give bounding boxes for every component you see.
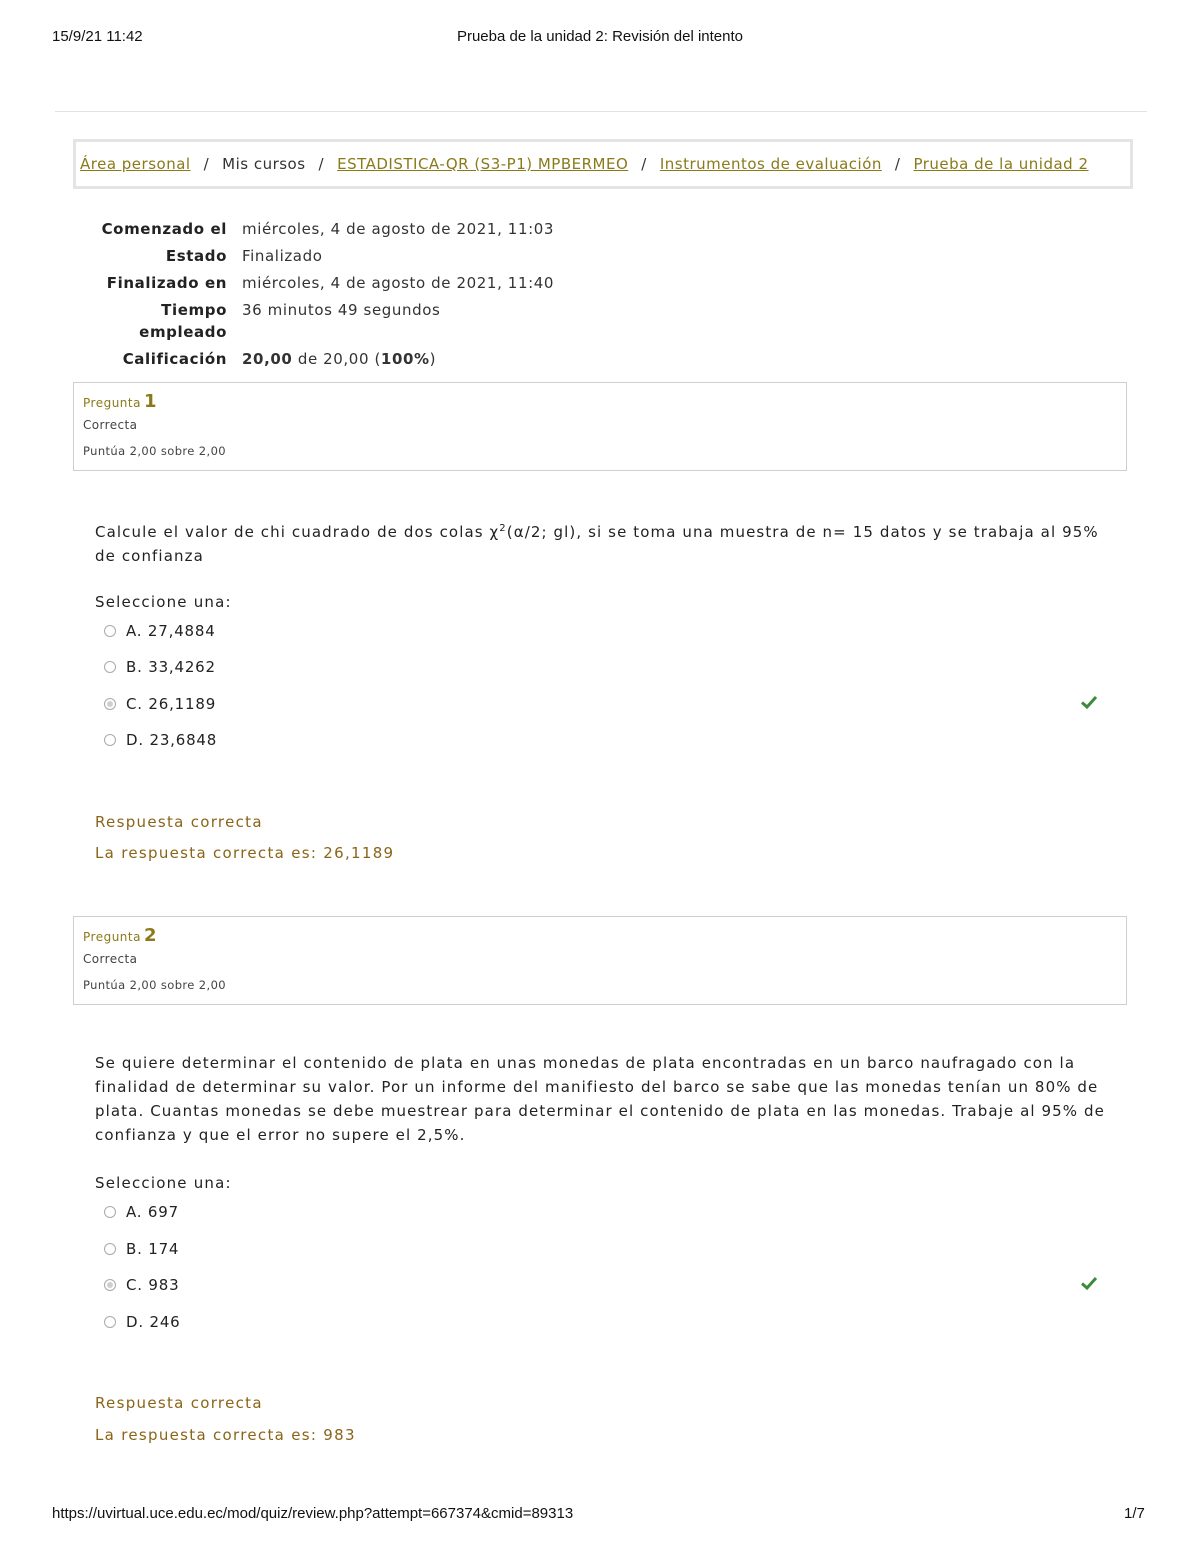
question-1-feedback: Respuesta correcta [95,813,263,831]
grade-label: Calificación [122,350,227,368]
grade-close: ) [429,350,437,368]
grade-of: de 20,00 ( [297,350,381,368]
question-label: Pregunta [83,930,141,944]
correct-check-icon [1080,693,1098,711]
time-label-line2: empleado [139,323,227,341]
q1-option-b[interactable] [104,658,216,676]
option-label: A. 27,4884 [126,622,216,640]
page-number: 1/7 [1124,1505,1145,1522]
breadcrumb-separator: / [641,155,647,173]
option-label: A. 697 [126,1203,179,1221]
question-text-part: (α/2; gl), si se toma una muestra de n= 15 datos y se trabaja al 95% de confianza [95,523,1099,565]
summary-row-started [70,218,554,240]
breadcrumb-quiz-link[interactable]: Prueba de la unidad 2 [913,155,1089,173]
radio-button-selected[interactable] [104,698,116,710]
breadcrumb-separator: / [318,155,325,173]
question-text-part: Calcule el valor de chi cuadrado de dos colas χ [95,523,500,541]
option-label: D. 23,6848 [126,731,218,749]
radio-button[interactable] [104,1206,116,1218]
time-label [70,299,227,343]
question-2-text: Se quiere determinar el contenido de plata en unas monedas de plata encontradas en un barco naufragado con la finalidad de determinar su valor. Por un informe del manifiesto del barco se sabe que las monedas tenían un 80% de plata. Cuantas monedas se debe muestrear para determinar el contenido de plata en las monedas. Trabaje al 95% de confianza y que el error no supere el 2,5%. [95,1054,1105,1144]
question-state: Correcta [83,418,138,432]
question-1-prompt: Seleccione una: [95,593,232,611]
started-label: Comenzado el [101,220,227,238]
option-label: B. 174 [126,1240,180,1258]
finished-label: Finalizado en [106,274,227,292]
question-grade: Puntúa 2,00 sobre 2,00 [83,978,227,992]
option-label: D. 246 [126,1313,181,1331]
breadcrumb-home-link[interactable]: Área personal [80,155,191,173]
q2-option-d[interactable] [104,1313,181,1331]
question-number [83,391,1117,412]
time-label-line1: Tiempo [161,301,227,319]
state-value: Finalizado [242,247,323,265]
question-2-feedback: Respuesta correcta [95,1394,263,1412]
question-label: Pregunta [83,396,141,410]
question-2-prompt: Seleccione una: [95,1174,232,1192]
breadcrumb [73,139,1133,189]
question-number-value: 1 [143,391,157,412]
summary-row-time [70,299,554,343]
question-state: Correcta [83,952,138,966]
q2-option-c[interactable] [104,1276,179,1294]
finished-value: miércoles, 4 de agosto de 2021, 11:40 [242,274,555,292]
breadcrumb-section-link[interactable]: Instrumentos de evaluación [659,155,882,173]
started-value: miércoles, 4 de agosto de 2021, 11:03 [242,220,555,238]
question-2-right-answer: La respuesta correcta es: 983 [95,1426,356,1444]
question-text-superscript: 2 [499,523,507,534]
grade-score: 20,00 [242,350,293,368]
print-url: https://uvirtual.uce.edu.ec/mod/quiz/review.php?attempt=667374&cmid=89313 [52,1505,574,1522]
q2-option-a[interactable] [104,1203,179,1221]
correct-check-icon [1080,1274,1098,1292]
state-label: Estado [165,247,227,265]
q1-option-c[interactable] [104,695,216,713]
option-label: C. 26,1189 [126,695,217,713]
option-label: C. 983 [126,1276,180,1294]
radio-button[interactable] [104,1316,116,1328]
q2-option-b[interactable] [104,1240,179,1258]
question-number-value: 2 [143,925,157,946]
time-value: 36 minutos 49 segundos [242,301,441,319]
print-title: Prueba de la unidad 2: Revisión del intento [456,28,744,45]
radio-button[interactable] [104,625,116,637]
option-label: B. 33,4262 [126,658,216,676]
grade-value [242,348,436,370]
question-2-info [73,916,1127,1005]
breadcrumb-my-courses: Mis cursos [222,155,306,173]
breadcrumb-separator: / [894,155,901,173]
radio-button[interactable] [104,661,116,673]
grade-percent: 100% [380,350,430,368]
q1-option-a[interactable] [104,622,216,640]
breadcrumb-separator: / [203,155,210,173]
q1-option-d[interactable] [104,731,217,749]
question-1-text [95,517,1115,568]
radio-button-selected[interactable] [104,1279,116,1291]
summary-row-state [70,245,554,267]
question-1-info [73,382,1127,471]
summary-row-finished [70,272,554,294]
question-1-right-answer: La respuesta correcta es: 26,1189 [95,844,395,862]
summary-row-grade [70,348,554,370]
breadcrumb-course-link[interactable]: ESTADISTICA-QR (S3-P1) MPBERMEO [337,155,629,173]
question-grade: Puntúa 2,00 sobre 2,00 [83,444,227,458]
radio-button[interactable] [104,734,116,746]
print-date: 15/9/21 11:42 [52,28,143,45]
attempt-summary [70,218,554,375]
question-number [83,925,1117,946]
divider [55,111,1147,112]
radio-button[interactable] [104,1243,116,1255]
